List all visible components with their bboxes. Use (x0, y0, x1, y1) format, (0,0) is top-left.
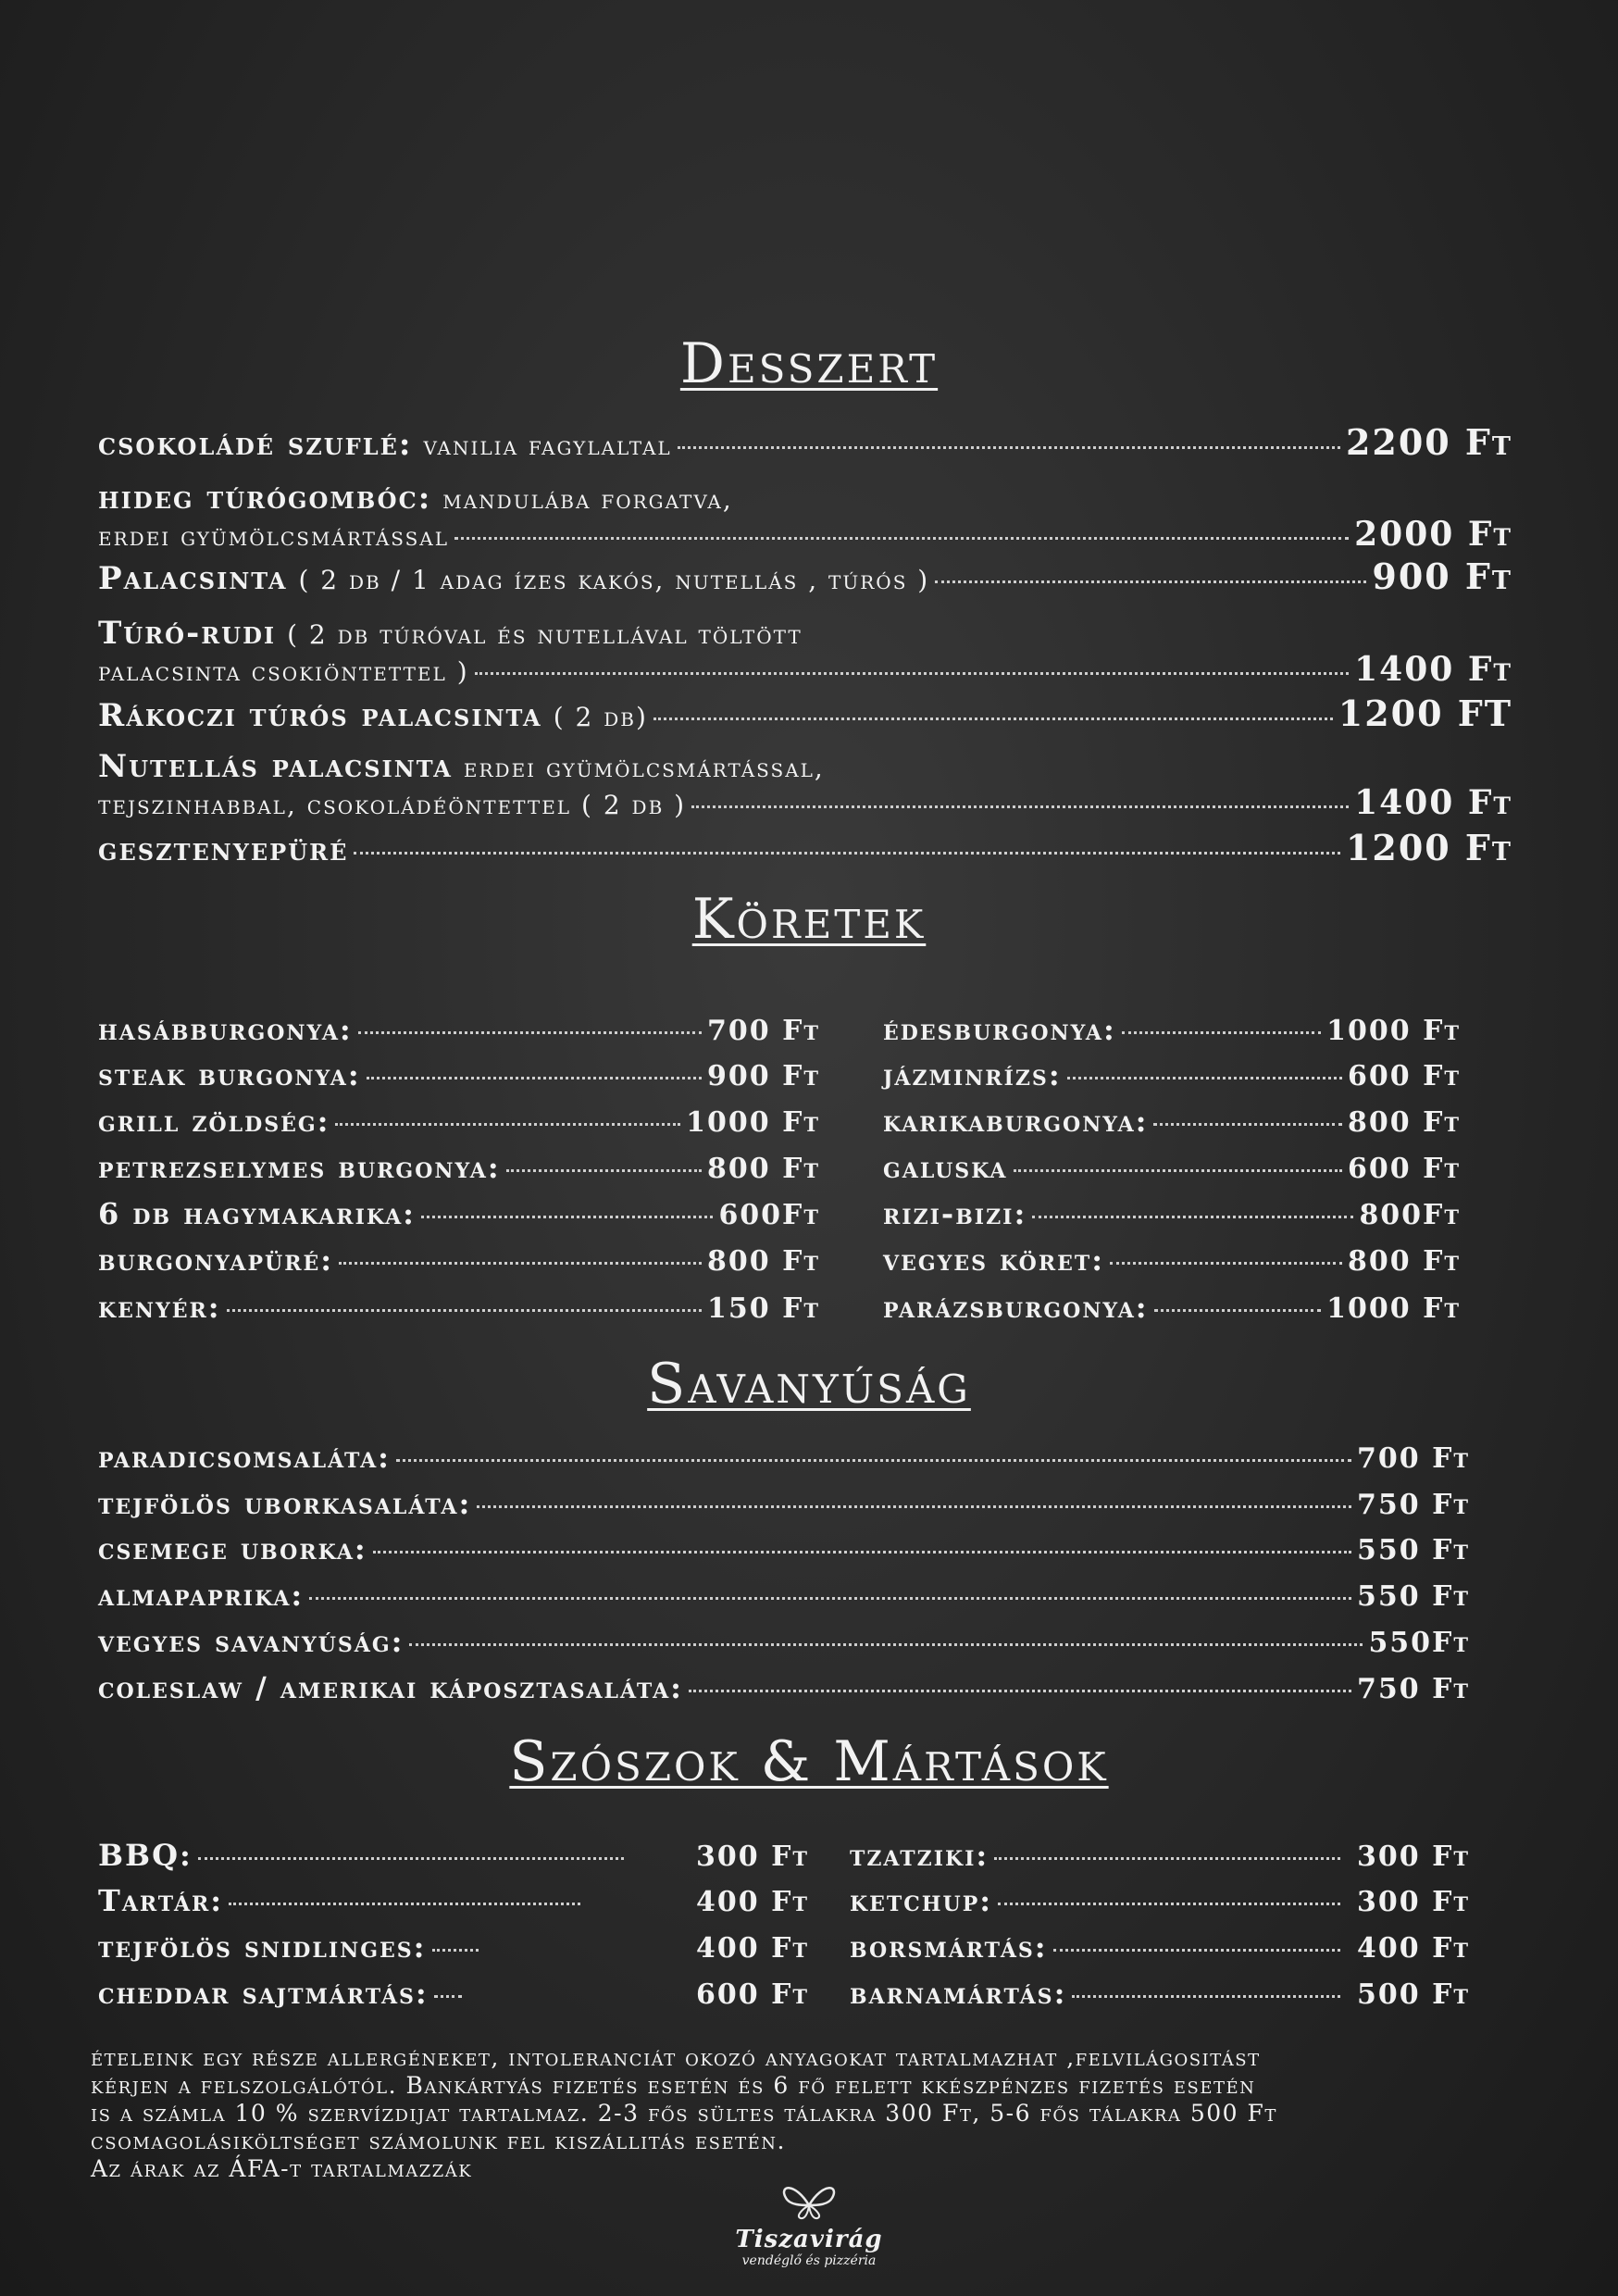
leader-dots (358, 1031, 702, 1034)
leader-dots (1072, 1995, 1340, 1998)
leader-dots (198, 1857, 624, 1860)
leader-dots (1053, 1949, 1340, 1952)
leader-dots (1014, 1169, 1343, 1172)
menu-item: csokoládé szuflé: vanilia fagylaltal 2200 Ft (98, 421, 1512, 463)
section-title-desszert: Desszert (679, 331, 939, 396)
leader-dots (367, 1077, 702, 1079)
menu-item: burgonyapüré: 800 Ft (98, 1242, 820, 1278)
menu-item: 6 db hagymakarika: 600Ft (98, 1196, 820, 1231)
menu-item: coleslaw / amerikai káposztasaláta: 750 Ft (98, 1670, 1470, 1705)
menu-item: Rákoczi túrós palacsinta ( 2 db) 1200 FT (98, 693, 1512, 734)
leader-dots (339, 1262, 702, 1265)
menu-item: BBQ: 300 Ft (98, 1838, 809, 1873)
menu-item: barnamártás: 500 Ft (850, 1976, 1470, 2011)
menu-item: rizi-bizi: 800Ft (883, 1196, 1461, 1231)
menu-item: édesburgonya: 1000 Ft (883, 1012, 1461, 1047)
menu-item: gesztenyepüré 1200 Ft (98, 827, 1512, 868)
restaurant-logo: Tiszavirág vendéglő és pizzéria (716, 2177, 902, 2268)
menu-item: galuska 600 Ft (883, 1150, 1461, 1185)
leader-dots (475, 672, 1349, 675)
menu-item: tzatziki: 300 Ft (850, 1838, 1470, 1873)
leader-dots (335, 1123, 680, 1126)
leader-dots (373, 1551, 1351, 1554)
leader-dots (454, 537, 1349, 540)
leader-dots (1122, 1031, 1321, 1034)
menu-item: petrezselymes burgonya: 800 Ft (98, 1150, 820, 1185)
leader-dots (409, 1643, 1363, 1646)
menu-item: vegyes köret: 800 Ft (883, 1242, 1461, 1278)
menu-item: paradicsomsaláta: 700 Ft (98, 1440, 1470, 1475)
leader-dots (421, 1216, 713, 1218)
allergen-notice: ételeink egy része allergéneket, intoleranciát okozó anyagokat tartalmazhat ,felvilágositást kérjen a felszolgálótól. Bankártyás fizetés esetén és 6 fő felett kkészpénzes fizetés esetén is a számla 10 % szervízdijat tartalmaz. 2-3 fős sültes tálakra 300 Ft, 5-6 fős tálakra 500 Ft csomagolásiköltséget számolunk fel kiszállitás esetén. Az árak az ÁFA-t tartalmazzák (91, 2044, 1277, 2182)
leader-dots (998, 1903, 1340, 1905)
leader-dots (691, 805, 1349, 808)
leader-dots (653, 718, 1333, 720)
leader-dots (354, 852, 1340, 855)
menu-item: csemege uborka: 550 Ft (98, 1531, 1470, 1566)
section-title-savanyusag: Savanyúság (647, 1352, 971, 1416)
menu-item: grill zöldség: 1000 Ft (98, 1104, 820, 1139)
leader-dots (229, 1903, 580, 1905)
leader-dots (994, 1857, 1340, 1860)
leader-dots (1067, 1077, 1342, 1079)
section-title-szoszok: Szószok & Mártások (509, 1729, 1109, 1794)
menu-item: borsmártás: 400 Ft (850, 1929, 1470, 1965)
leader-dots (1110, 1262, 1342, 1265)
menu-item: Túró-rudi ( 2 db túróval és nutellával töltött palacsinta csokiöntettel ) 1400 Ft (98, 615, 1512, 689)
leader-dots (678, 446, 1340, 449)
menu-item: steak burgonya: 900 Ft (98, 1057, 820, 1092)
menu-item: jázminrízs: 600 Ft (883, 1057, 1461, 1092)
menu-item: Nutellás palacsinta erdei gyümölcsmártással, tejszinhabbal, csokoládéöntettel ( 2 db ) 1400 Ft (98, 748, 1512, 822)
leader-dots (1154, 1309, 1322, 1312)
leader-dots (689, 1690, 1351, 1692)
leader-dots (434, 1995, 462, 1998)
menu-item: Tartár: 400 Ft (98, 1883, 809, 1918)
menu-item: vegyes savanyúság: 550Ft (98, 1624, 1470, 1659)
section-title-koretek: Köretek (691, 887, 927, 952)
leader-dots (1032, 1216, 1353, 1218)
leader-dots (309, 1597, 1351, 1600)
menu-item: almapaprika: 550 Ft (98, 1578, 1470, 1613)
leader-dots (227, 1309, 702, 1312)
menu-item: tejfölös snidlinges: 400 Ft (98, 1929, 809, 1965)
leader-dots (432, 1949, 479, 1952)
menu-item: karikaburgonya: 800 Ft (883, 1104, 1461, 1139)
butterfly-icon (777, 2177, 841, 2222)
menu-item: tejfölös uborkasaláta: 750 Ft (98, 1486, 1470, 1521)
menu-item: kenyér: 150 Ft (98, 1290, 820, 1325)
menu-item: cheddar sajtmártás: 600 Ft (98, 1976, 809, 2011)
leader-dots (477, 1505, 1351, 1508)
leader-dots (935, 580, 1366, 583)
menu-item: hideg túrógombóc: mandulába forgatva, erdei gyümölcsmártással 2000 Ft (98, 480, 1512, 554)
leader-dots (1153, 1123, 1342, 1126)
leader-dots (506, 1169, 702, 1172)
menu-item: ketchup: 300 Ft (850, 1883, 1470, 1918)
menu-item: hasábburgonya: 700 Ft (98, 1012, 820, 1047)
menu-item: parázsburgonya: 1000 Ft (883, 1290, 1461, 1325)
leader-dots (396, 1459, 1351, 1462)
menu-item: Palacsinta ( 2 db / 1 adag ízes kakós, nutellás , túrós ) 900 Ft (98, 555, 1512, 597)
